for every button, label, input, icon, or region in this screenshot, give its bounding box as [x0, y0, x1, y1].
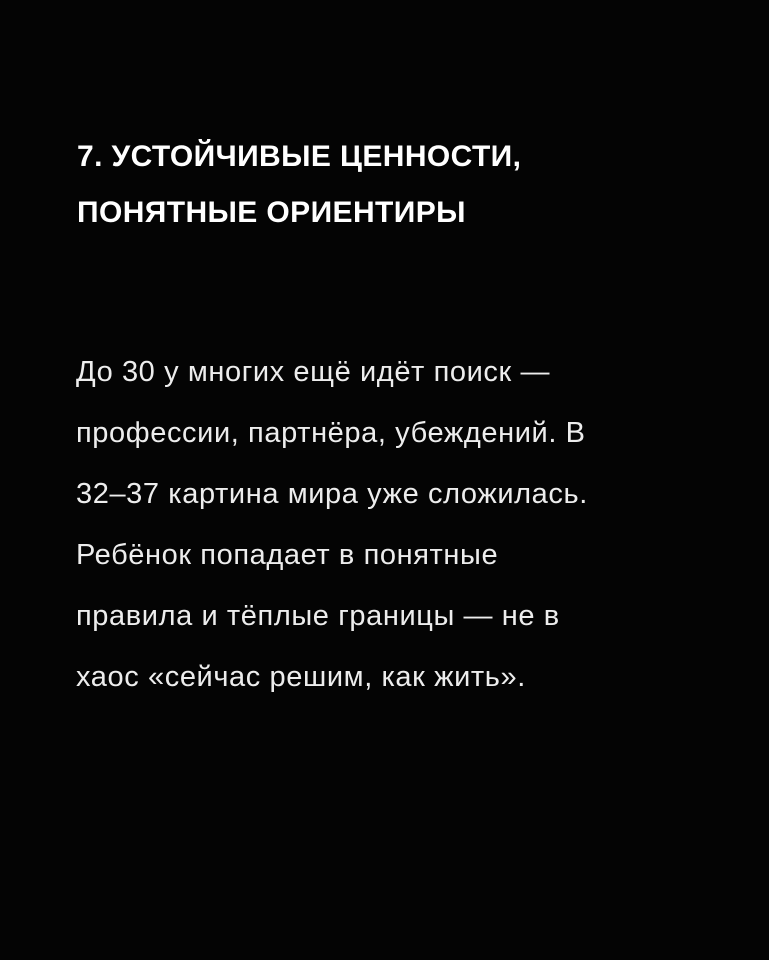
slide-body-line: профессии, партнёра, убеждений. В — [76, 417, 586, 449]
slide-body — [76, 342, 716, 708]
slide-heading-line: ПОНЯТНЫЕ ОРИЕНТИРЫ — [77, 196, 466, 229]
slide-body-line: хаос «сейчас решим, как жить». — [76, 661, 526, 693]
slide-body-line: До 30 у многих ещё идёт поиск — — [76, 356, 551, 388]
slide-body-line: 32–37 картина мира уже сложилась. — [76, 478, 588, 510]
slide-body-line: Ребёнок попадает в понятные — [76, 539, 499, 571]
slide-heading — [77, 129, 697, 241]
slide-heading-line: 7. УСТОЙЧИВЫЕ ЦЕННОСТИ, — [77, 140, 522, 173]
slide-body-line: правила и тёплые границы — не в — [76, 600, 560, 632]
